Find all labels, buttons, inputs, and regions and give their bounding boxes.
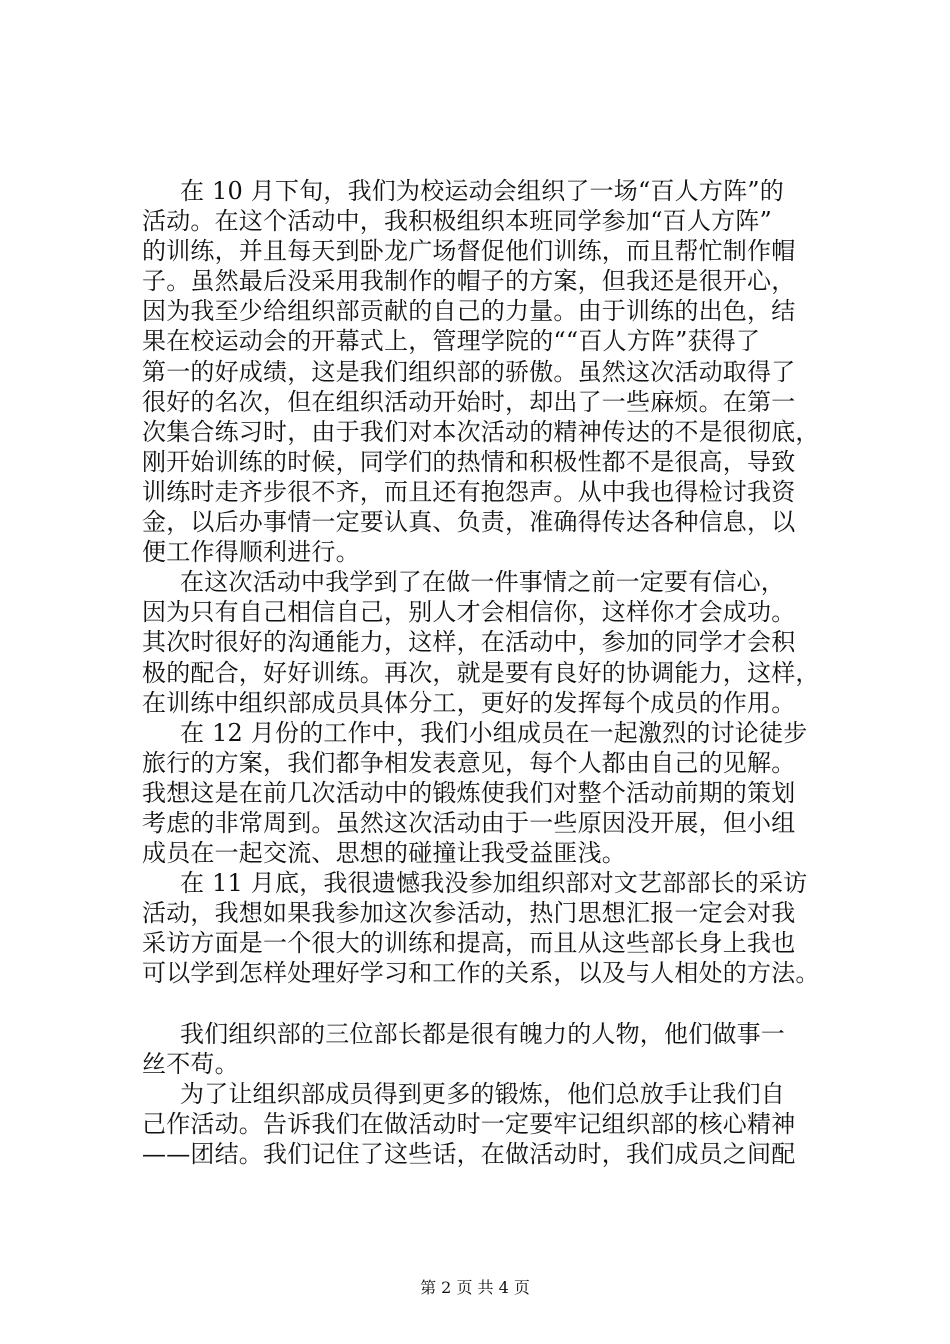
text-line: 旅行的方案，我们都争相发表意见，每个人都由自己的见解。 <box>142 748 796 777</box>
text-line: 因为我至少给组织部贡献的自己的力量。由于训练的出色，结 <box>142 297 796 326</box>
text-line: 金，以后办事情一定要认真、负责，准确得传达各种信息，以 <box>142 508 796 537</box>
paragraph-4 <box>142 868 842 988</box>
text-line: 在 11 月底，我很遗憾我没参加组织部对文艺部部长的采访 <box>180 869 808 898</box>
paragraph-6 <box>142 1079 842 1169</box>
text-line: 因为只有自己相信自己，别人才会相信你，这样你才会成功。 <box>142 598 796 627</box>
text-line: 极的配合，好好训练。再次，就是要有良好的协调能力，这样， <box>142 658 820 687</box>
text-line: 考虑的非常周到。虽然这次活动由于一些原因没开展，但小组 <box>142 808 796 837</box>
text-line: 我想这是在前几次活动中的锻炼使我们对整个活动前期的策划 <box>142 778 796 807</box>
text-line: 为了让组织部成员得到更多的锻炼，他们总放手让我们自 <box>180 1079 785 1108</box>
text-line: 可以学到怎样处理好学习和工作的关系，以及与人相处的方法。 <box>142 959 820 988</box>
text-line: 在 10 月下旬，我们为校运动会组织了一场“百人方阵”的 <box>180 177 784 205</box>
text-line: 己作活动。告诉我们在做活动时一定要牢记组织部的核心精神 <box>142 1109 796 1138</box>
text-line: 在这次活动中我学到了在做一件事情之前一定要有信心， <box>180 568 785 597</box>
blank-line <box>142 989 842 1019</box>
text-line: 的训练，并且每天到卧龙广场督促他们训练，而且帮忙制作帽 <box>142 237 796 266</box>
page-number-label: 第 2 页 共 4 页 <box>420 1278 530 1297</box>
text-line: 活动，我想如果我参加这次参活动，热门思想汇报一定会对我 <box>142 899 796 928</box>
document-body <box>142 176 842 1169</box>
text-line: 在 12 月份的工作中，我们小组成员在一起激烈的讨论徒步 <box>180 718 808 747</box>
text-line: 很好的名次，但在组织活动开始时，却出了一些麻烦。在第一 <box>142 387 796 416</box>
text-line: 我们组织部的三位部长都是很有魄力的人物，他们做事一 <box>180 1019 785 1048</box>
text-line: ——团结。我们记住了这些话，在做活动时，我们成员之间配 <box>142 1140 796 1168</box>
paragraph-5 <box>142 1019 842 1079</box>
text-line: 第一的好成绩，这是我们组织部的骄傲。虽然这次活动取得了 <box>142 357 796 386</box>
text-line: 果在校运动会的开幕式上，管理学院的““百人方阵”获得了 <box>142 327 761 356</box>
text-line: 刚开始训练的时候，同学们的热情和积极性都不是很高，导致 <box>142 447 796 476</box>
text-line: 子。虽然最后没采用我制作的帽子的方案，但我还是很开心， <box>142 267 796 296</box>
text-line: 丝不苟。 <box>142 1049 239 1078</box>
text-line: 训练时走齐步很不齐，而且还有抱怨声。从中我也得检讨我资 <box>142 477 796 506</box>
paragraph-1 <box>142 176 842 567</box>
text-line: 采访方面是一个很大的训练和提高，而且从这些部长身上我也 <box>142 929 796 958</box>
paragraph-2 <box>142 567 842 717</box>
page-footer <box>0 1278 950 1298</box>
text-line: 成员在一起交流、思想的碰撞让我受益匪浅。 <box>142 839 626 868</box>
paragraph-3 <box>142 718 842 868</box>
text-line: 次集合练习时，由于我们对本次活动的精神传达的不是很彻底， <box>142 417 820 446</box>
text-line: 活动。在这个活动中，我积极组织本班同学参加“百人方阵” <box>142 207 772 236</box>
text-line: 其次时很好的沟通能力，这样，在活动中，参加的同学才会积 <box>142 628 796 657</box>
text-line: 便工作得顺利进行。 <box>142 538 360 567</box>
text-line: 在训练中组织部成员具体分工，更好的发挥每个成员的作用。 <box>142 688 796 717</box>
